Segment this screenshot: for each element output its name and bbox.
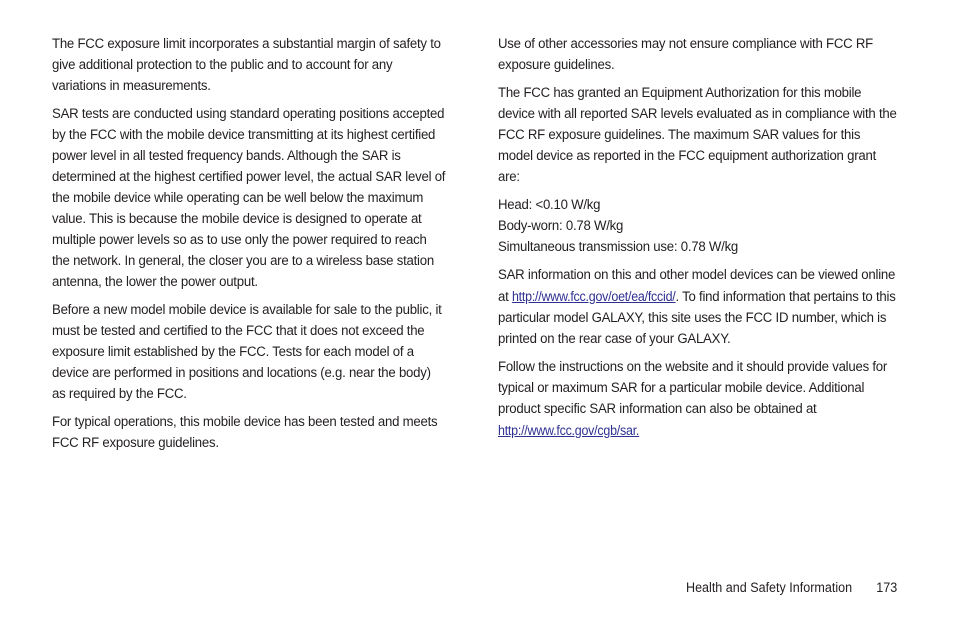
page-number: 173 — [876, 580, 898, 595]
follow-instructions-text: Follow the instructions on the website and it should provide values for typical or maximum SAR for a particular mobile device. Additional product specific SAR information can also be obtained at — [498, 359, 888, 417]
cgb-sar-link[interactable]: http://www.fcc.gov/cgb/sar. — [498, 423, 640, 438]
sar-information-text-start: SAR information on this and other model devices can be viewed online at — [498, 267, 896, 305]
fccid-link[interactable]: http://www.fcc.gov/oet/ea/fccid/ — [511, 289, 676, 304]
paragraph-certification: Before a new model mobile device is available for sale to the public, it must be tested and certified to the FCC that it does not exceed the exposure limit established by the FCC. Tests for each model of a device are performed in positions and locations (e.g. near the body) as required by the FCC. — [52, 302, 442, 402]
left-column — [52, 34, 446, 461]
paragraph-typical-operations: For typical operations, this mobile device has been tested and meets FCC RF exposure guidelines. — [52, 414, 438, 451]
paragraph-fcc-exposure-limit: The FCC exposure limit incorporates a substantial margin of safety to give additional protection to the public and to account for any variations in measurements. — [52, 36, 441, 94]
paragraph-follow-instructions — [498, 357, 897, 442]
sar-information-text-end: . To find information that pertains to this particular model GALAXY, this site uses the FCC ID number, which is printed on the rear case of your GALAXY. — [498, 289, 896, 347]
paragraph-equipment-authorization: The FCC has granted an Equipment Authorization for this mobile device with all reported SAR levels evaluated as in compliance with the FCC RF exposure guidelines. The maximum SAR values for this model device as reported in the FCC equipment authorization grant are: — [498, 85, 897, 185]
paragraph-accessories: Use of other accessories may not ensure compliance with FCC RF exposure guidelines. — [498, 36, 873, 73]
paragraph-sar-tests: SAR tests are conducted using standard operating positions accepted by the FCC with the mobile device transmitting at its highest certified power level in all tested frequency bands. Although the SAR is determined at the highest certified power level, the actual SAR level of the mobile device while operating can be well below the maximum value. This is because the mobile device is designed to operate at multiple power levels so as to use only the power required to reach the network. In general, the closer you are to a wireless base station antenna, the lower the power output. — [52, 106, 446, 290]
sar-value-simultaneous: Simultaneous transmission use: 0.78 W/kg — [498, 239, 739, 255]
footer-section-title: Health and Safety Information — [686, 580, 853, 595]
paragraph-sar-information — [498, 265, 897, 350]
page-footer — [686, 578, 897, 598]
sar-value-body-worn: Body-worn: 0.78 W/kg — [498, 218, 624, 234]
right-column — [498, 34, 897, 449]
sar-value-head: Head: <0.10 W/kg — [498, 197, 601, 213]
